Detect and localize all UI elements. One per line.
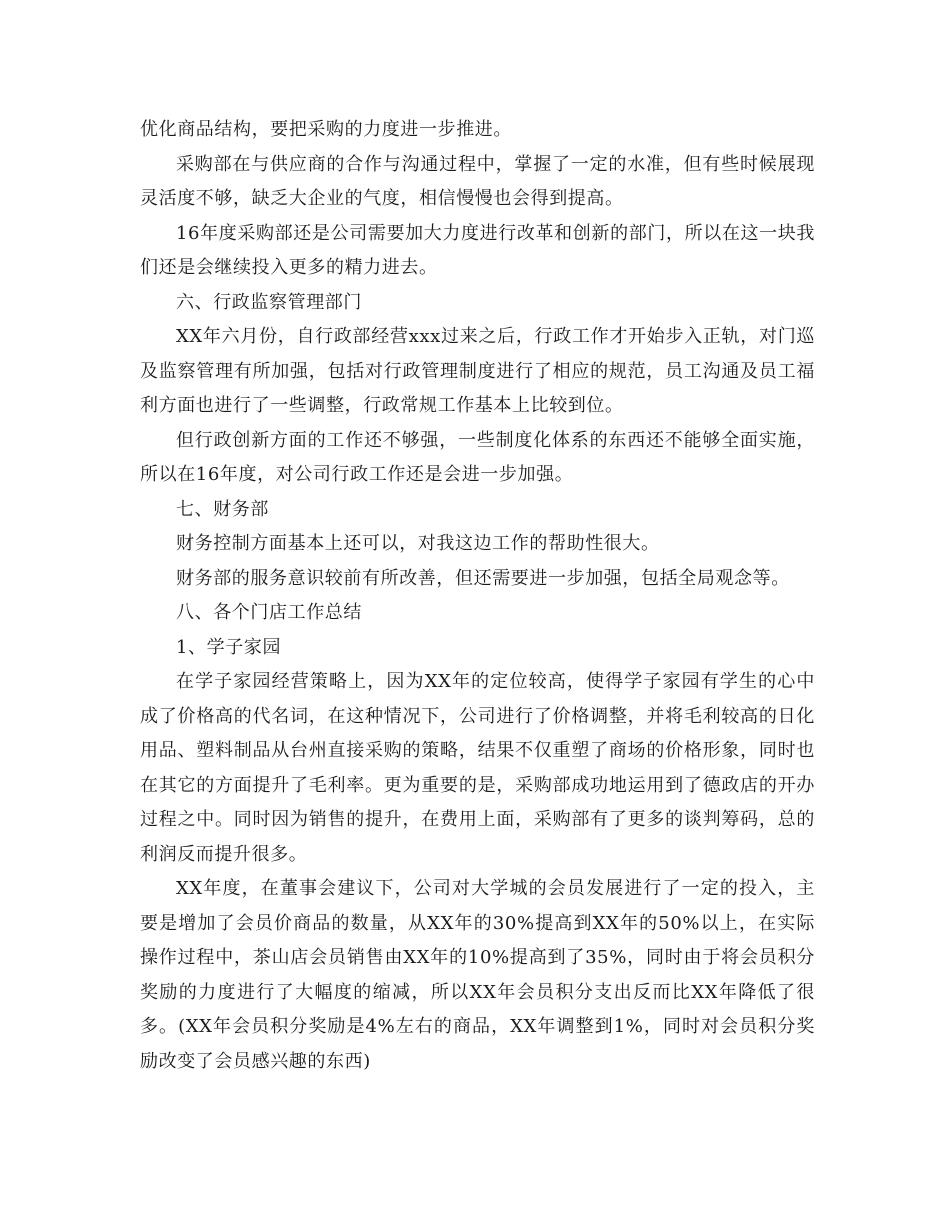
paragraph-4: XX年六月份，自行政部经营xxx过来之后，行政工作才开始步入正轨，对门巡及监察管理有所加强，包括对行政管理制度进行了相应的规范，员工沟通及员工福利方面也进行了一些调整，行政常规工作基本上比较到位。 bbox=[140, 326, 815, 416]
section-heading-admin: 六、行政监察管理部门 bbox=[176, 291, 362, 313]
paragraph-6: 财务控制方面基本上还可以，对我这边工作的帮助性很大。 bbox=[176, 533, 660, 554]
paragraph-7: 财务部的服务意识较前有所改善，但还需要进一步加强，包括全局观念等。 bbox=[176, 567, 790, 589]
section-heading-stores: 八、各个门店工作总结 bbox=[176, 602, 362, 623]
paragraph-8: 在学子家园经营策略上，因为XX年的定位较高，使得学子家园有学生的心中成了价格高的代名词，在这种情况下，公司进行了价格调整，并将毛利较高的日化用品、塑料制品从台州直接采购的策略，结果不仅重塑了商场的价格形象，同时也在其它的方面提升了毛利率。更为重要的是，采购部成功地运用到了德政店的开办过程之中。同时因为销售的提升，在费用上面，采购部有了更多的谈判筹码，总的利润反而提升很多。 bbox=[140, 671, 815, 865]
document-body bbox=[140, 113, 815, 1079]
paragraph-1: 优化商品结构，要把采购的力度进一步推进。 bbox=[140, 119, 512, 140]
paragraph-9: XX年度，在董事会建议下，公司对大学城的会员发展进行了一定的投入，主要是增加了会员价商品的数量，从XX年的30%提高到XX年的50%以上，在实际操作过程中，茶山店会员销售由XX年的10%提高到了35%，同时由于将会员积分奖励的力度进行了大幅度的缩减，所以XX年会员积分支出反而比XX年降低了很多。(XX年会员积分奖励是4%左右的商品，XX年调整到1%，同时对会员积分奖励改变了会员感兴趣的东西) bbox=[140, 878, 815, 1072]
paragraph-3: 16年度采购部还是公司需要加大力度进行改革和创新的部门，所以在这一块我们还是会继续投入更多的精力进去。 bbox=[140, 222, 815, 278]
paragraph-2: 采购部在与供应商的合作与沟通过程中，掌握了一定的水准，但有些时候展现灵活度不够，缺乏大企业的气度，相信慢慢也会得到提高。 bbox=[140, 153, 815, 209]
subsection-heading-1: 1、学子家园 bbox=[176, 636, 282, 658]
paragraph-5: 但行政创新方面的工作还不够强，一些制度化体系的东西还不能够全面实施，所以在16年度，对公司行政工作还是会进一步加强。 bbox=[140, 429, 815, 485]
section-heading-finance: 七、财务部 bbox=[176, 498, 269, 520]
